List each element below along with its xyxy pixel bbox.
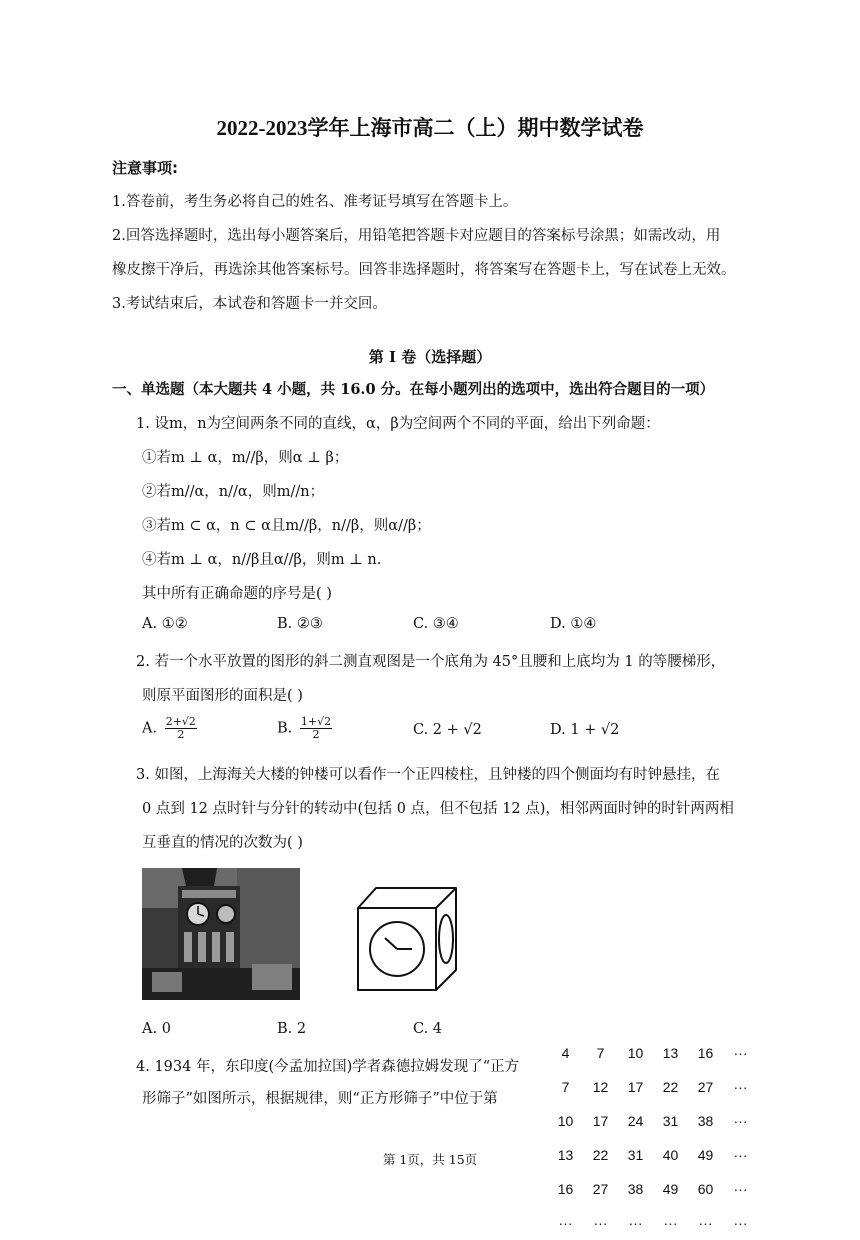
sieve-cell: 16 (697, 1045, 714, 1061)
sieve-cell: 12 (592, 1079, 609, 1095)
square-sieve-table (548, 1036, 758, 1240)
q2-option-b-numerator: 1+√2 (300, 715, 332, 728)
sieve-cell: 13 (557, 1147, 574, 1163)
sieve-cell: 22 (662, 1079, 679, 1095)
sieve-cell: 49 (662, 1181, 679, 1197)
cube-clock-diagram (350, 878, 466, 998)
sieve-cell: 7 (561, 1079, 570, 1095)
notice-item-3: 3.考试结束后，本试卷和答题卡一并交回。 (112, 296, 387, 312)
q2-option-b-denominator: 2 (312, 728, 320, 741)
sieve-cell: ··· (733, 1113, 748, 1129)
notice-item-1: 1.答卷前，考生务必将自己的姓名、准考证号填写在答题卡上。 (112, 194, 518, 210)
sieve-cell: ··· (733, 1147, 748, 1163)
q3-stem-line-2: 0 点到 12 点时针与分针的转动中(包括 0 点，但不包括 12 点)，相邻两面时钟的时针两两相 (142, 801, 734, 817)
page-title: 2022-2023学年上海市高二（上）期中数学试卷 (216, 116, 644, 140)
q3-option-a: A. 0 (142, 1021, 171, 1037)
q1-option-c: C. ③④ (413, 616, 459, 632)
q1-prop-1: ①若m ⊥ α，m//β，则α ⊥ β； (142, 450, 349, 466)
sieve-cell: 49 (697, 1147, 714, 1163)
sieve-cell: 10 (557, 1113, 574, 1129)
sieve-row (548, 1206, 758, 1240)
section-title: 第 I 卷（选择题） (368, 348, 492, 366)
sieve-cell: 7 (596, 1045, 605, 1061)
sieve-cell: ··· (698, 1215, 713, 1231)
clock-tower-illustration (142, 868, 300, 1000)
sieve-cell: ··· (733, 1045, 748, 1061)
sieve-cell: ··· (558, 1215, 573, 1231)
q2-option-b (277, 716, 332, 741)
sieve-cell: 31 (662, 1113, 679, 1129)
sieve-cell: ··· (733, 1215, 748, 1231)
notice-item-2-cont: 橡皮擦干净后，再选涂其他答案标号。回答非选择题时，将答案写在答题卡上，写在试卷上无效。 (112, 262, 736, 278)
q1-stem: 1. 设m，n为空间两条不同的直线，α，β为空间两个不同的平面，给出下列命题： (136, 416, 660, 432)
q1-option-d: D. ①④ (550, 616, 597, 632)
q2-option-c: C. 2 + √2 (413, 722, 482, 738)
q2-option-a (142, 716, 197, 741)
sieve-row (548, 1104, 758, 1138)
q2-option-a-fraction (165, 716, 197, 741)
q1-option-a: A. ①② (142, 616, 188, 632)
sieve-cell: 17 (592, 1113, 609, 1129)
sieve-cell: 17 (627, 1079, 644, 1095)
part-title: 一、单选题（本大题共 4 小题，共 16.0 分。在每小题列出的选项中，选出符合题目的一项） (112, 381, 715, 398)
q1-prop-3: ③若m ⊂ α，n ⊂ α且m//β，n//β，则α//β； (142, 518, 431, 534)
sieve-cell: ··· (733, 1079, 748, 1095)
sieve-cell: 16 (557, 1181, 574, 1197)
sieve-cell: 13 (662, 1045, 679, 1061)
q1-ask: 其中所有正确命题的序号是( ) (142, 586, 332, 602)
sieve-cell: ··· (593, 1215, 608, 1231)
q2-stem-line-1: 2. 若一个水平放置的图形的斜二测直观图是一个底角为 45°且腰和上底均为 1 的等腰梯形， (136, 654, 726, 670)
page-footer: 第 1页，共 15页 (382, 1152, 478, 1167)
notice-item-2: 2.回答选择题时，选出每小题答案后，用铅笔把答题卡对应题目的答案标号涂黑；如需改动，用 (112, 228, 721, 244)
q3-stem-line-3: 互垂直的情况的次数为( ) (142, 835, 303, 851)
sieve-cell: 4 (561, 1045, 570, 1061)
sieve-row (548, 1036, 758, 1070)
sieve-cell: 27 (697, 1079, 714, 1095)
sieve-cell: 60 (697, 1181, 714, 1197)
sieve-cell: ··· (663, 1215, 678, 1231)
sieve-cell: 31 (627, 1147, 644, 1163)
sieve-cell: 38 (697, 1113, 714, 1129)
q2-option-b-label: B. (277, 720, 293, 737)
q3-option-b: B. 2 (277, 1021, 307, 1037)
q2-option-a-denominator: 2 (177, 728, 185, 741)
q4-stem-line-2: 形筛子”如图所示，根据规律，则“正方形筛子”中位于第 (142, 1091, 498, 1107)
sieve-row (548, 1070, 758, 1104)
clock-tower-photo (142, 868, 300, 1000)
sieve-cell: 40 (662, 1147, 679, 1163)
q3-stem-line-1: 3. 如图，上海海关大楼的钟楼可以看作一个正四棱柱，且钟楼的四个侧面均有时钟悬挂，在 (136, 767, 720, 783)
q1-prop-2: ②若m//α，n//α，则m//n； (142, 484, 325, 500)
sieve-cell: 22 (592, 1147, 609, 1163)
sieve-cell: 24 (627, 1113, 644, 1129)
q2-option-b-fraction (300, 716, 332, 741)
q1-option-b: B. ②③ (277, 616, 323, 632)
q2-option-d: D. 1 + √2 (550, 722, 620, 738)
cube-clock-figure (350, 878, 466, 998)
q2-option-a-numerator: 2+√2 (165, 715, 196, 728)
q2-stem-line-2: 则原平面图形的面积是( ) (142, 688, 303, 704)
sieve-cell: 38 (627, 1181, 644, 1197)
q2-option-a-label: A. (142, 720, 158, 737)
notice-heading: 注意事项: (112, 159, 178, 177)
q4-stem-line-1: 4. 1934 年，东印度(今孟加拉国)学者森德拉姆发现了“正方 (136, 1059, 520, 1075)
sieve-row (548, 1172, 758, 1206)
sieve-cell: ··· (628, 1215, 643, 1231)
sieve-cell: 27 (592, 1181, 609, 1197)
q3-option-c: C. 4 (413, 1021, 443, 1037)
sieve-cell: ··· (733, 1181, 748, 1197)
sieve-cell: 10 (627, 1045, 644, 1061)
q1-prop-4: ④若m ⊥ α，n//β且α//β，则m ⊥ n. (142, 552, 382, 568)
